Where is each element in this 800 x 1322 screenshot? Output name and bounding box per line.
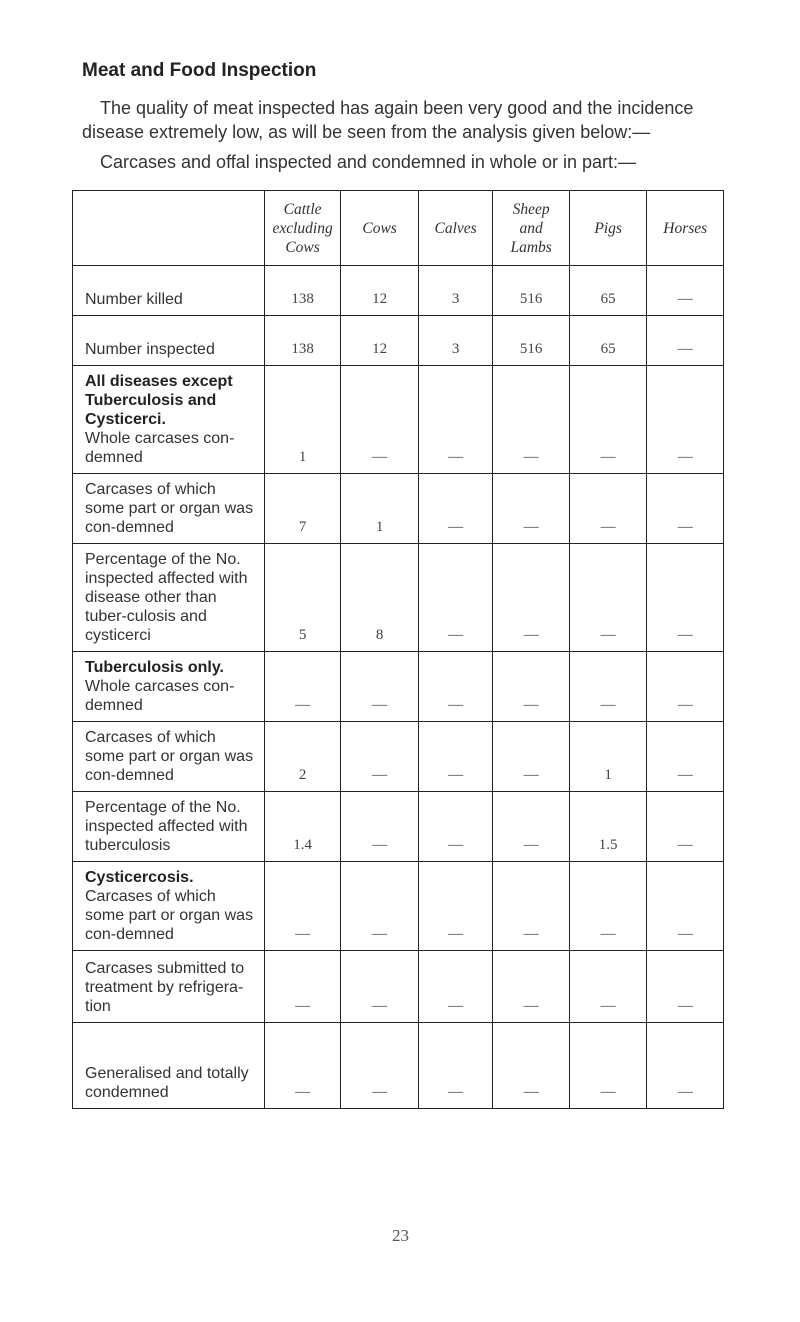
row-label bbox=[73, 722, 265, 792]
cell-value: 12 bbox=[341, 266, 419, 316]
row-label bbox=[73, 862, 265, 951]
table-row bbox=[73, 722, 724, 792]
table-row bbox=[73, 316, 724, 366]
header-line: excluding bbox=[272, 219, 333, 237]
cell-value: — bbox=[493, 722, 570, 792]
cell-value: — bbox=[341, 652, 419, 722]
cell-value: — bbox=[493, 862, 570, 951]
cell-value: — bbox=[647, 652, 724, 722]
cell-value: — bbox=[493, 544, 570, 652]
header-line: Cattle bbox=[283, 200, 322, 218]
cell-value: 138 bbox=[264, 266, 341, 316]
header-line: Sheep bbox=[512, 200, 550, 218]
cell-value: — bbox=[418, 652, 492, 722]
cell-value: 1 bbox=[264, 366, 341, 474]
cell-value: — bbox=[418, 366, 492, 474]
table-row bbox=[73, 544, 724, 652]
cell-value: — bbox=[569, 652, 647, 722]
cell-value: — bbox=[264, 1023, 341, 1109]
table-row bbox=[73, 652, 724, 722]
cell-value: — bbox=[418, 951, 492, 1023]
cell-value: — bbox=[341, 951, 419, 1023]
table-caption: Carcases and offal inspected and condemned in whole or in part:— bbox=[100, 152, 636, 172]
column-header bbox=[569, 191, 647, 266]
row-heading: Tuberculosis only. bbox=[85, 659, 224, 676]
cell-value: — bbox=[647, 1023, 724, 1109]
cell-value: 1 bbox=[341, 474, 419, 544]
header-blank bbox=[73, 191, 265, 266]
row-label bbox=[73, 544, 265, 652]
cell-value: — bbox=[647, 862, 724, 951]
header-line: and bbox=[519, 219, 543, 237]
cell-value: — bbox=[647, 266, 724, 316]
row-label bbox=[73, 474, 265, 544]
intro-paragraph: The quality of meat inspected has again been very good and the incidence disease extremely low, as will be seen from the analysis given below:— bbox=[82, 98, 694, 142]
row-label-text: Percentage of the No. inspected affected with tuberculosis bbox=[85, 799, 248, 854]
cell-value: — bbox=[264, 951, 341, 1023]
header-line: Cows bbox=[362, 219, 397, 237]
row-label bbox=[73, 1023, 265, 1109]
cell-value: — bbox=[264, 862, 341, 951]
column-header bbox=[418, 191, 492, 266]
cell-value: — bbox=[341, 366, 419, 474]
cell-value: — bbox=[647, 792, 724, 862]
cell-value: — bbox=[418, 722, 492, 792]
row-label bbox=[73, 792, 265, 862]
cell-value: 65 bbox=[569, 266, 647, 316]
cell-value: — bbox=[647, 366, 724, 474]
cell-value: — bbox=[647, 951, 724, 1023]
cell-value: — bbox=[647, 722, 724, 792]
cell-value: — bbox=[418, 792, 492, 862]
cell-value: 516 bbox=[493, 316, 570, 366]
cell-value: 7 bbox=[264, 474, 341, 544]
section-title: Meat and Food Inspection bbox=[82, 60, 317, 81]
row-label-text: Carcases of which some part or organ was con-demned bbox=[85, 481, 254, 536]
cell-value: — bbox=[264, 652, 341, 722]
table-row bbox=[73, 862, 724, 951]
row-label bbox=[73, 366, 265, 474]
cell-value: — bbox=[418, 862, 492, 951]
cell-value: 3 bbox=[418, 266, 492, 316]
row-label-text: Number inspected bbox=[85, 341, 215, 358]
header-line: Horses bbox=[663, 219, 708, 237]
cell-value: — bbox=[418, 1023, 492, 1109]
cell-value: 516 bbox=[493, 266, 570, 316]
cell-value: 1.4 bbox=[264, 792, 341, 862]
cell-value: — bbox=[569, 1023, 647, 1109]
row-label-text: Carcases of which some part or organ was con-demned bbox=[85, 729, 254, 784]
cell-value: — bbox=[569, 862, 647, 951]
cell-value: — bbox=[569, 951, 647, 1023]
row-label-text: Carcases of which some part or organ was con-demned bbox=[85, 888, 254, 943]
cell-value: 1 bbox=[569, 722, 647, 792]
column-header bbox=[493, 191, 570, 266]
row-label-text: Generalised and totally condemned bbox=[85, 1065, 249, 1101]
table-row bbox=[73, 366, 724, 474]
cell-value: — bbox=[647, 544, 724, 652]
row-label bbox=[73, 951, 265, 1023]
header-line: Calves bbox=[434, 219, 477, 237]
cell-value: 138 bbox=[264, 316, 341, 366]
column-header bbox=[341, 191, 419, 266]
cell-value: — bbox=[647, 316, 724, 366]
cell-value: — bbox=[493, 951, 570, 1023]
table-row bbox=[73, 792, 724, 862]
cell-value: — bbox=[341, 862, 419, 951]
cell-value: — bbox=[493, 792, 570, 862]
header-line: Pigs bbox=[594, 219, 622, 237]
row-label bbox=[73, 316, 265, 366]
row-label bbox=[73, 266, 265, 316]
cell-value: — bbox=[418, 474, 492, 544]
cell-value: — bbox=[569, 474, 647, 544]
table-row bbox=[73, 1023, 724, 1109]
table-row bbox=[73, 266, 724, 316]
inspection-table bbox=[72, 190, 724, 1109]
cell-value: — bbox=[341, 792, 419, 862]
row-label-text: Carcases submitted to treatment by refrigera-tion bbox=[85, 960, 245, 1015]
cell-value: — bbox=[493, 366, 570, 474]
table-row bbox=[73, 474, 724, 544]
column-header bbox=[264, 191, 341, 266]
cell-value: 5 bbox=[264, 544, 341, 652]
page-number: 23 bbox=[392, 1226, 409, 1245]
cell-value: — bbox=[647, 474, 724, 544]
table-header-row bbox=[73, 191, 724, 266]
row-label-text: Percentage of the No. inspected affected with disease other than tuber-culosis and cysticerci bbox=[85, 551, 248, 644]
row-heading: All diseases except Tuberculosis and Cysticerci. bbox=[85, 373, 233, 428]
cell-value: 2 bbox=[264, 722, 341, 792]
row-label-text: Whole carcases con-demned bbox=[85, 430, 235, 466]
cell-value: 1.5 bbox=[569, 792, 647, 862]
cell-value: — bbox=[493, 652, 570, 722]
row-heading: Cysticercosis. bbox=[85, 869, 194, 886]
cell-value: 8 bbox=[341, 544, 419, 652]
row-label-text: Number killed bbox=[85, 291, 183, 308]
row-label bbox=[73, 652, 265, 722]
cell-value: — bbox=[418, 544, 492, 652]
column-header bbox=[647, 191, 724, 266]
row-label-text: Whole carcases con-demned bbox=[85, 678, 235, 714]
table-row bbox=[73, 951, 724, 1023]
cell-value: — bbox=[341, 722, 419, 792]
cell-value: 3 bbox=[418, 316, 492, 366]
cell-value: — bbox=[569, 544, 647, 652]
cell-value: 65 bbox=[569, 316, 647, 366]
cell-value: — bbox=[493, 1023, 570, 1109]
cell-value: — bbox=[341, 1023, 419, 1109]
cell-value: — bbox=[569, 366, 647, 474]
cell-value: 12 bbox=[341, 316, 419, 366]
cell-value: — bbox=[493, 474, 570, 544]
header-line: Lambs bbox=[510, 238, 552, 256]
header-line: Cows bbox=[285, 238, 320, 256]
table-body bbox=[73, 266, 724, 1109]
